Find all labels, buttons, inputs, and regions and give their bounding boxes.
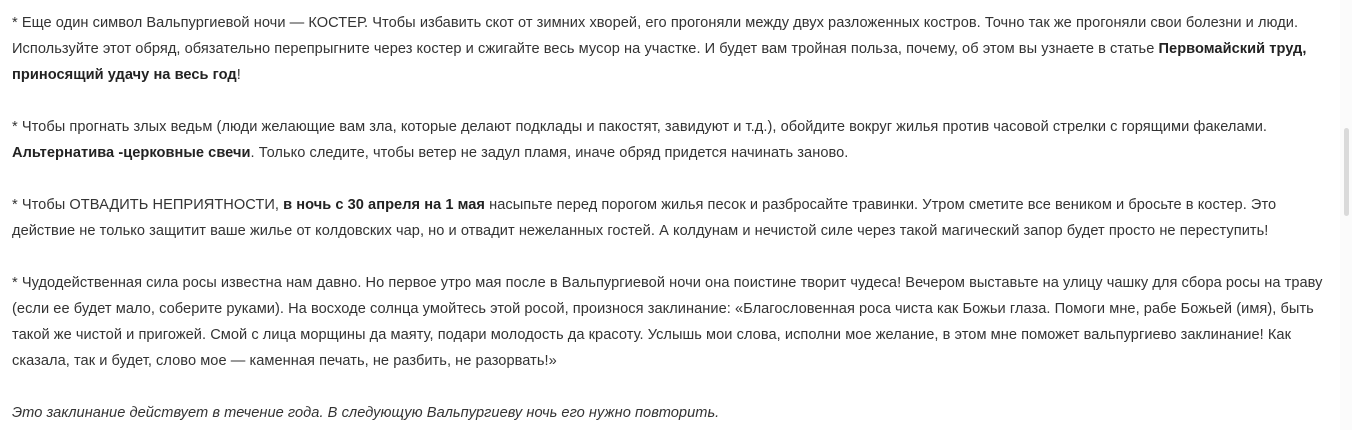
paragraph-witches: [12, 114, 1330, 166]
paragraph-dew: [12, 270, 1330, 374]
paragraph-spell-note-italic: Это заклинание действует в течение года. В следующую Вальпургиеву ночь его нужно повторить.: [12, 405, 720, 421]
paragraph-troubles-end: насыпьте перед порогом жилья песок и разбросайте травинки. Утром сметите все веником и бросьте в костер. Это действие не только защитит ваше жилье от колдовских чар, но и отвадит нежеланных гостей. А колдунам и нечистой силе через такой магический запор будет просто не переступить!: [12, 197, 1277, 239]
scrollbar-thumb[interactable]: [1344, 128, 1349, 216]
paragraph-troubles-bold: в ночь с 30 апреля на 1 мая: [283, 197, 486, 213]
paragraph-witches-bold: Альтернатива -церковные свечи: [12, 145, 251, 161]
paragraph-bonfire: [12, 10, 1330, 88]
paragraph-witches-text: * Чтобы прогнать злых ведьм (люди желающие вам зла, которые делают подклады и пакостят, завидуют и т.д.), обойдите вокруг жилья против часовой стрелки с горящими факелами.: [12, 119, 1268, 135]
article-link-may-day-labor: Первомайский труд, приносящий удачу на весь год: [12, 41, 1307, 83]
paragraph-troubles: [12, 192, 1330, 244]
paragraph-witches-end: . Только следите, чтобы ветер не задул пламя, иначе обряд придется начинать заново.: [250, 145, 849, 161]
paragraph-bonfire-end: !: [236, 67, 241, 83]
paragraph-dew-text: * Чудодейственная сила росы известна нам давно. Но первое утро мая после в Вальпургиевой ночи она поистине творит чудеса! Вечером выставьте на улицу чашку для сбора росы на траву (если ее будет мало, соберите руками). На восходе солнца умойтесь этой росой, произнося заклинание: «Благословенная роса чиста как Божьи глаза. Помоги мне, рабе Божьей (имя), быть такой же чистой и пригожей. Смой с лица морщины да маяту, подари молодость да красоту. Услышь мои слова, исполни мое желание, в этом мне поможет вальпургиево заклинание! Как сказала, так и будет, слово мое — каменная печать, не разбить, не разорвать!»: [12, 275, 1323, 369]
paragraph-troubles-text: * Чтобы ОТВАДИТЬ НЕПРИЯТНОСТИ,: [12, 197, 284, 213]
vertical-scrollbar[interactable]: [1340, 0, 1352, 430]
article-body: [12, 10, 1330, 430]
paragraph-bonfire-text: * Еще один символ Вальпургиевой ночи — КОСТЕР. Чтобы избавить скот от зимних хворей, его прогоняли между двух разложенных костров. Точно так же прогоняли свои болезни и люди. Используйте этот обряд, обязательно перепрыгните через костер и сжигайте весь мусор на участке. И будет вам тройная польза, почему, об этом вы узнаете в статье: [12, 15, 1299, 57]
paragraph-spell-note: [12, 400, 1330, 426]
